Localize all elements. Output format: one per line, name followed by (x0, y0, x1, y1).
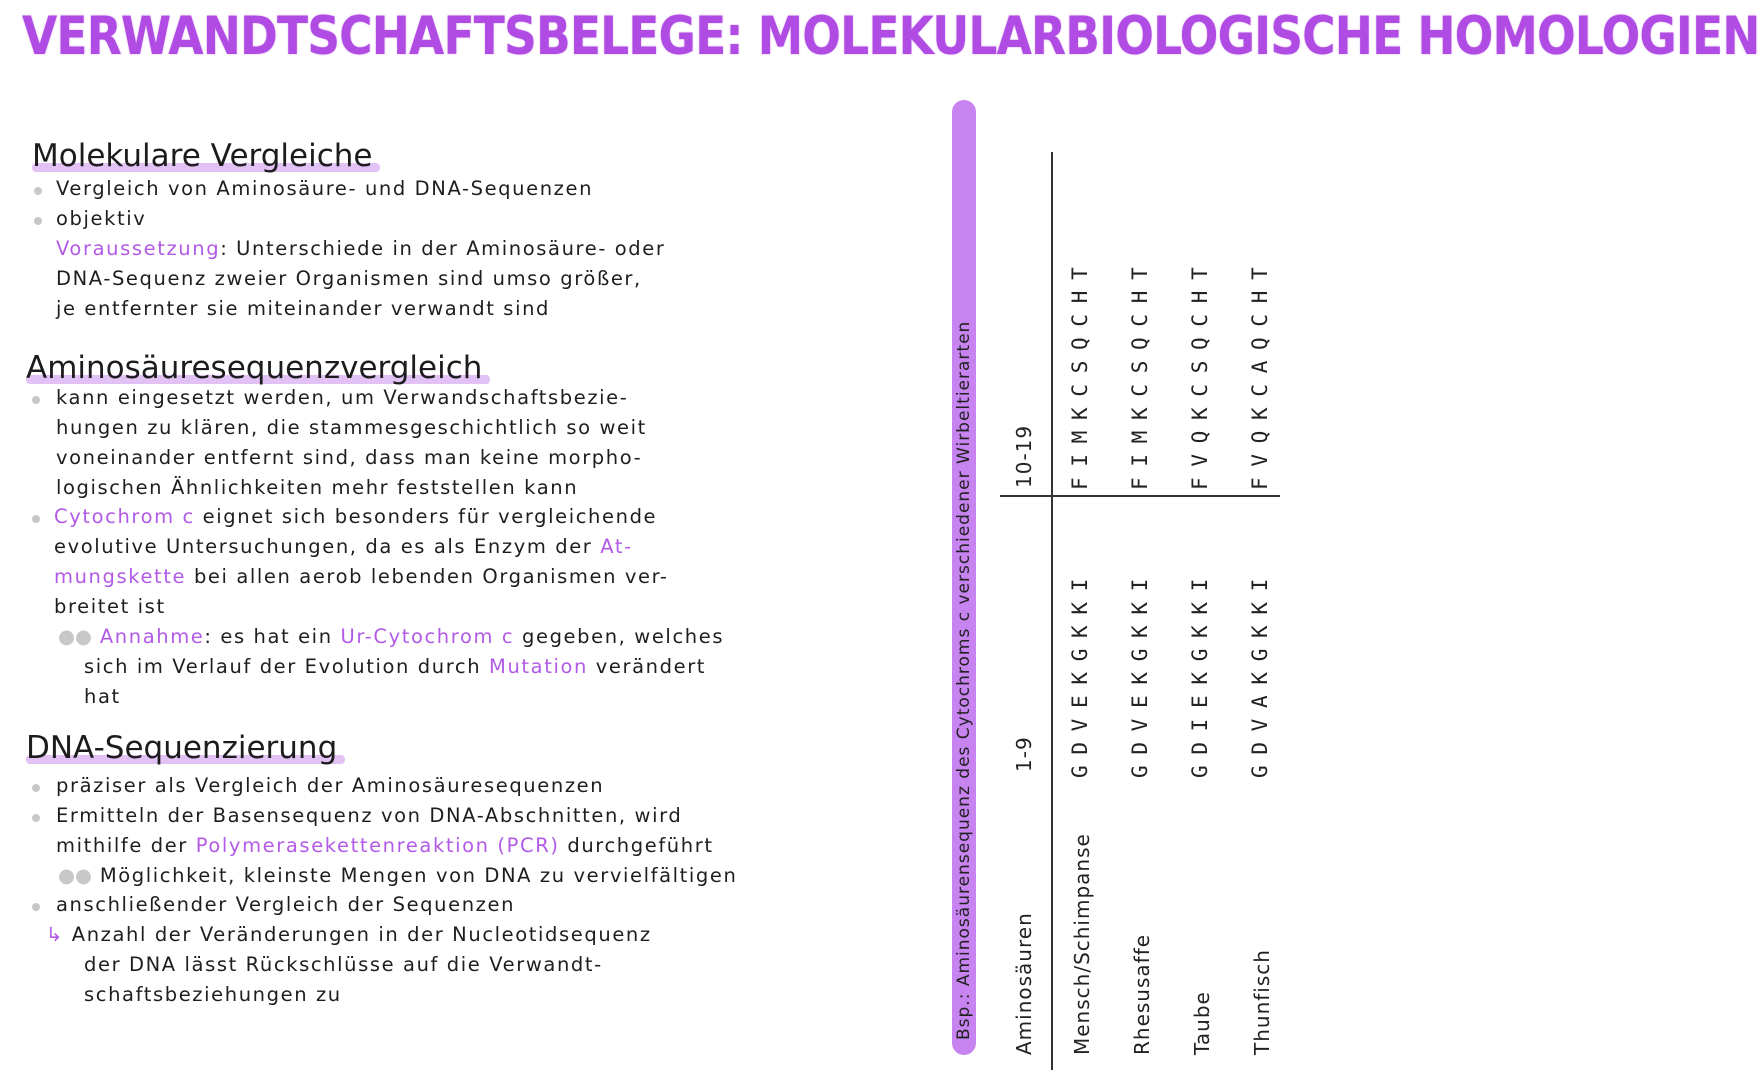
table-cell-seq: FVQKCSQCHT (1188, 256, 1212, 490)
arrow-icon: ↳ (46, 923, 64, 946)
text-line: hungen zu klären, die stammesgeschichtlich so weit (56, 416, 647, 439)
text-line: je entfernter sie miteinander verwandt sind (56, 297, 551, 320)
table-row-name: Rhesusaffe (1130, 933, 1154, 1055)
table-row-name: Mensch/Schimpanse (1070, 833, 1094, 1055)
arrow-item: ↳ Anzahl der Veränderungen in der Nucleotidsequenz (46, 923, 652, 946)
page-title: VERWANDTSCHAFTSBELEGE: MOLEKULARBIOLOGISCHE HOMOLOGIEN (22, 6, 1760, 67)
table-row-name: Taube (1190, 991, 1214, 1055)
bullet (32, 814, 40, 822)
table-header-label: Aminosäuren (1012, 912, 1036, 1055)
bullet (34, 217, 42, 225)
list-item: Vergleich von Aminosäure- und DNA-Sequenzen (56, 177, 594, 200)
voraussetzung-line: Voraussetzung: Unterschiede in der Aminosäure- oder (56, 237, 666, 260)
list-item: Ermitteln der Basensequenz von DNA-Abschnitten, wird (56, 804, 683, 827)
table-cell-seq: FVQKCAQCHT (1248, 256, 1272, 490)
section-heading-aminosaeuresequenzvergleich: Aminosäuresequenzvergleich (26, 350, 482, 386)
table-cell-seq: GDVEKGKKI (1128, 567, 1152, 778)
list-item: präziser als Vergleich der Aminosäuresequenzen (56, 774, 605, 797)
voraussetzung-label: Voraussetzung (56, 237, 221, 260)
table-header-range-1: 1-9 (1012, 736, 1036, 772)
bullet (32, 396, 40, 404)
table-cell-seq: FIMKCSQCHT (1128, 256, 1152, 490)
section-heading-dna-sequenzierung: DNA-Sequenzierung (26, 730, 337, 766)
text-line: hat (84, 685, 121, 708)
bullet (32, 903, 40, 911)
table-cell-seq: GDVEKGKKI (1068, 567, 1092, 778)
text-line: breitet ist (54, 595, 166, 618)
table-divider-vertical (1051, 152, 1053, 1070)
list-item: kann eingesetzt werden, um Verwandschaftsbezie- (56, 386, 629, 409)
text-line: evolutive Untersuchungen, da es als Enzym der At- (54, 535, 633, 558)
table-cell-seq: FIMKCSQCHT (1068, 256, 1092, 490)
table-header-range-2: 10-19 (1012, 424, 1036, 488)
sub-list-item: ●● Möglichkeit, kleinste Mengen von DNA zu vervielfältigen (58, 864, 738, 887)
text-line: der DNA lässt Rückschlüsse auf die Verwandt- (84, 953, 603, 976)
table-row-name: Thunfisch (1250, 949, 1274, 1055)
table-cell-seq: GDVAKGKKI (1248, 567, 1272, 778)
text-line: DNA-Sequenz zweier Organismen sind umso größer, (56, 267, 642, 290)
text-line: schaftsbeziehungen zu (84, 983, 342, 1006)
bullet (32, 515, 40, 523)
bullet (32, 784, 40, 792)
text-line: voneinander entfernt sind, dass man keine morpho- (56, 446, 643, 469)
list-item: Cytochrom c eignet sich besonders für vergleichende (54, 505, 658, 528)
table-divider-horizontal (1000, 495, 1280, 497)
text-line: sich im Verlauf der Evolution durch Mutation verändert (84, 655, 707, 678)
section-heading-molekulare-vergleiche: Molekulare Vergleiche (32, 138, 372, 174)
sub-list-item: ●● Annahme: es hat ein Ur-Cytochrom c gegeben, welches (58, 625, 725, 648)
text-line: mungskette bei allen aerob lebenden Organismen ver- (54, 565, 669, 588)
bullet (34, 187, 42, 195)
table-cell-seq: GDIEKGKKI (1188, 567, 1212, 778)
list-item: objektiv (56, 207, 147, 230)
list-item: anschließender Vergleich der Sequenzen (56, 893, 516, 916)
text-line: logischen Ähnlichkeiten mehr feststellen kann (56, 476, 579, 499)
table-caption: Bsp.: Aminosäurensequenz des Cytochroms c verschiedener Wirbeltierarten (954, 320, 974, 1040)
text-line: mithilfe der Polymerasekettenreaktion (PCR) durchgeführt (56, 834, 714, 857)
